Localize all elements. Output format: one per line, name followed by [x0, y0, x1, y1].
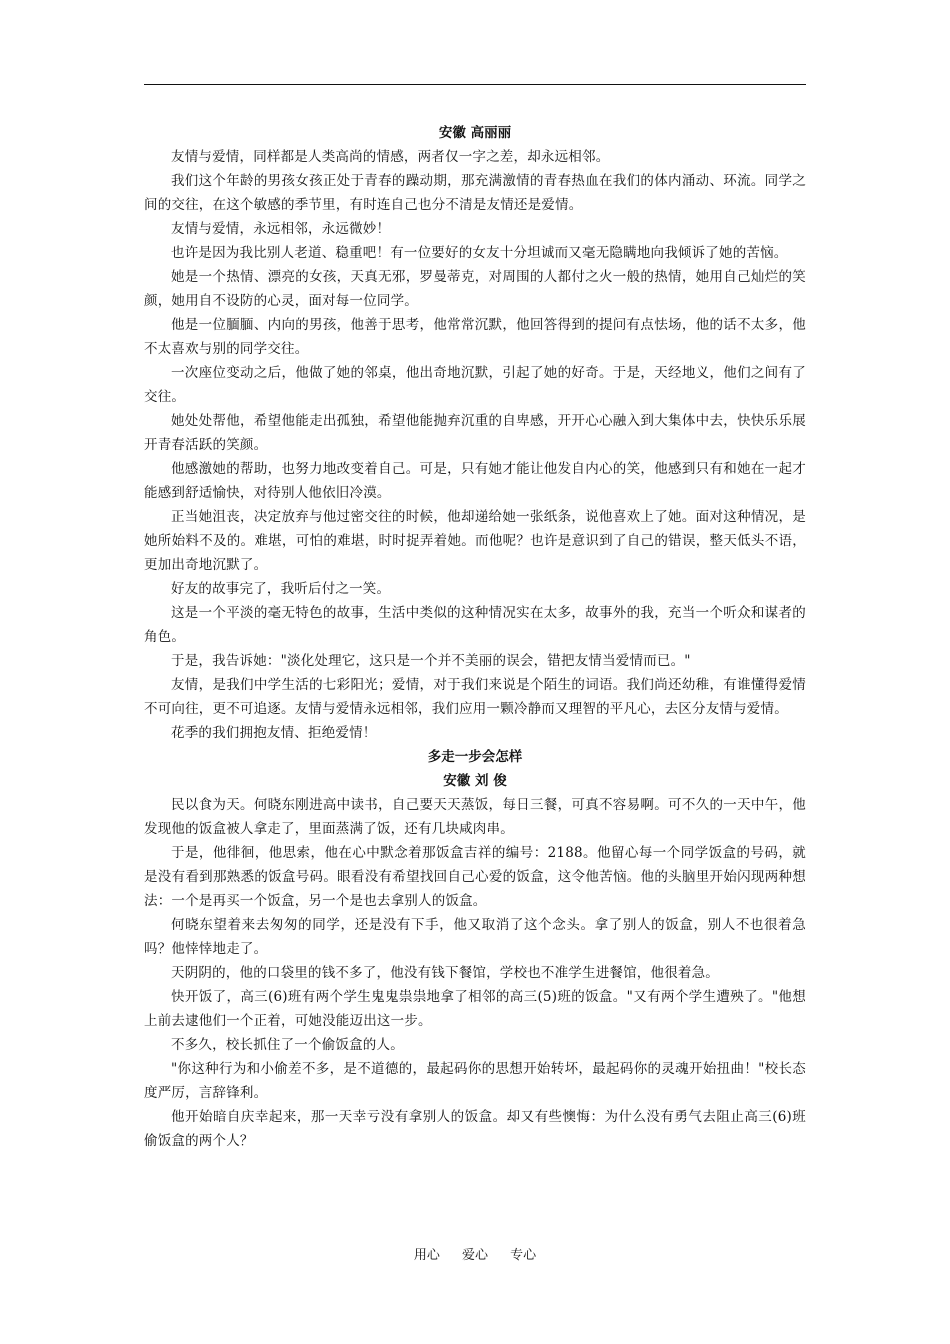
paragraph: 正当她沮丧，决定放弃与他过密交往的时候，他却递给她一张纸条，说他喜欢上了她。面对这种情况，是她所始料不及的。难堪，可怕的难堪，时时捉弄着她。而他呢？也许是意识到了自己的错误，整天低头不语，更加出奇地沉默了。	[144, 509, 806, 573]
footer-motto: 专心	[510, 1248, 537, 1263]
section1-author: 安徽 高丽丽	[438, 125, 512, 141]
paragraph: 也许是因为我比别人老道、稳重吧！有一位要好的女友十分坦诚而又毫无隐瞒地向我倾诉了她的苦恼。	[171, 245, 788, 261]
page-footer	[0, 1246, 950, 1266]
paragraph: 何晓东望着来去匆匆的同学，还是没有下手，他又取消了这个念头。拿了别人的饭盒，别人不也很着急吗？他悻悻地走了。	[144, 917, 806, 957]
document-body	[144, 121, 806, 1153]
paragraph: 好友的故事完了，我听后付之一笑。	[171, 581, 391, 597]
paragraph: 友情与爱情，同样都是人类高尚的情感，两者仅一字之差，却永远相邻。	[171, 149, 610, 165]
footer-motto: 用心	[413, 1248, 440, 1263]
paragraph: "你这种行为和小偷差不多，是不道德的，最起码你的思想开始转坏，最起码你的灵魂开始扭曲！"校长态度严厉，言辞锋利。	[144, 1061, 806, 1101]
paragraph: 他感激她的帮助，也努力地改变着自己。可是，只有她才能让他发自内心的笑，他感到只有和她在一起才能感到舒适愉快，对待别人他依旧冷漠。	[144, 461, 806, 501]
paragraph: 她处处帮他，希望他能走出孤独，希望他能抛弃沉重的自卑感，开开心心融入到大集体中去，快快乐乐展开青春活跃的笑颜。	[144, 413, 806, 453]
paragraph: 不多久，校长抓住了一个偷饭盒的人。	[171, 1037, 404, 1053]
paragraph: 友情，是我们中学生活的七彩阳光；爱情，对于我们来说是个陌生的词语。我们尚还幼稚，有谁懂得爱情不可向往，更不可追逐。友情与爱情永远相邻，我们应用一颗冷静而又理智的平凡心，去区分友情与爱情。	[144, 677, 806, 717]
paragraph: 花季的我们拥抱友情、拒绝爱情！	[171, 725, 377, 741]
paragraph: 他开始暗自庆幸起来，那一天幸亏没有拿别人的饭盒。却又有些懊悔：为什么没有勇气去阻止高三(6)班偷饭盒的两个人？	[144, 1109, 806, 1149]
paragraph: 快开饭了，高三(6)班有两个学生鬼鬼祟祟地拿了相邻的高三(5)班的饭盒。"又有两个学生遭殃了。"他想上前去逮他们一个正着，可她没能迈出这一步。	[144, 989, 806, 1029]
section1-paragraphs	[144, 145, 806, 745]
section2-author: 安徽 刘 俊	[443, 773, 507, 789]
section2-title: 多走一步会怎样	[427, 749, 523, 765]
paragraph: 她是一个热情、漂亮的女孩，天真无邪，罗曼蒂克，对周围的人都付之火一般的热情，她用自己灿烂的笑颜，她用自不设防的心灵，面对每一位同学。	[144, 269, 806, 309]
paragraph: 友情与爱情，永远相邻，永远微妙！	[171, 221, 391, 237]
paragraph: 民以食为天。何晓东刚进高中读书，自己要天天蒸饭，每日三餐，可真不容易啊。可不久的一天中午，他发现他的饭盒被人拿走了，里面蒸满了饭，还有几块咸肉串。	[144, 797, 806, 837]
footer-motto: 爱心	[461, 1248, 488, 1263]
paragraph: 我们这个年龄的男孩女孩正处于青春的躁动期，那充满激情的青春热血在我们的体内涌动、环流。同学之间的交往，在这个敏感的季节里，有时连自己也分不清是友情还是爱情。	[144, 173, 806, 213]
paragraph: 于是，他徘徊，他思索，他在心中默念着那饭盒吉祥的编号：2188。他留心每一个同学饭盒的号码，就是没有看到那熟悉的饭盒号码。眼看没有希望找回自己心爱的饭盒，这令他苦恼。他的头脑里开始闪现两种想法：一个是再买一个饭盒，另一个是也去拿别人的饭盒。	[144, 845, 806, 909]
paragraph: 这是一个平淡的毫无特色的故事，生活中类似的这种情况实在太多，故事外的我，充当一个听众和谋者的角色。	[144, 605, 806, 645]
paragraph: 他是一位腼腼、内向的男孩，他善于思考，他常常沉默，他回答得到的提问有点怯场，他的话不太多，他不太喜欢与别的同学交往。	[144, 317, 806, 357]
paragraph: 一次座位变动之后，他做了她的邻桌，他出奇地沉默，引起了她的好奇。于是，天经地义，他们之间有了交往。	[144, 365, 806, 405]
section2-paragraphs	[144, 793, 806, 1153]
header-rule	[144, 84, 806, 85]
paragraph: 天阴阴的，他的口袋里的钱不多了，他没有钱下餐馆，学校也不准学生进餐馆，他很着急。	[171, 965, 719, 981]
paragraph: 于是，我告诉她："淡化处理它，这只是一个并不美丽的误会，错把友情当爱情而已。"	[171, 653, 691, 669]
